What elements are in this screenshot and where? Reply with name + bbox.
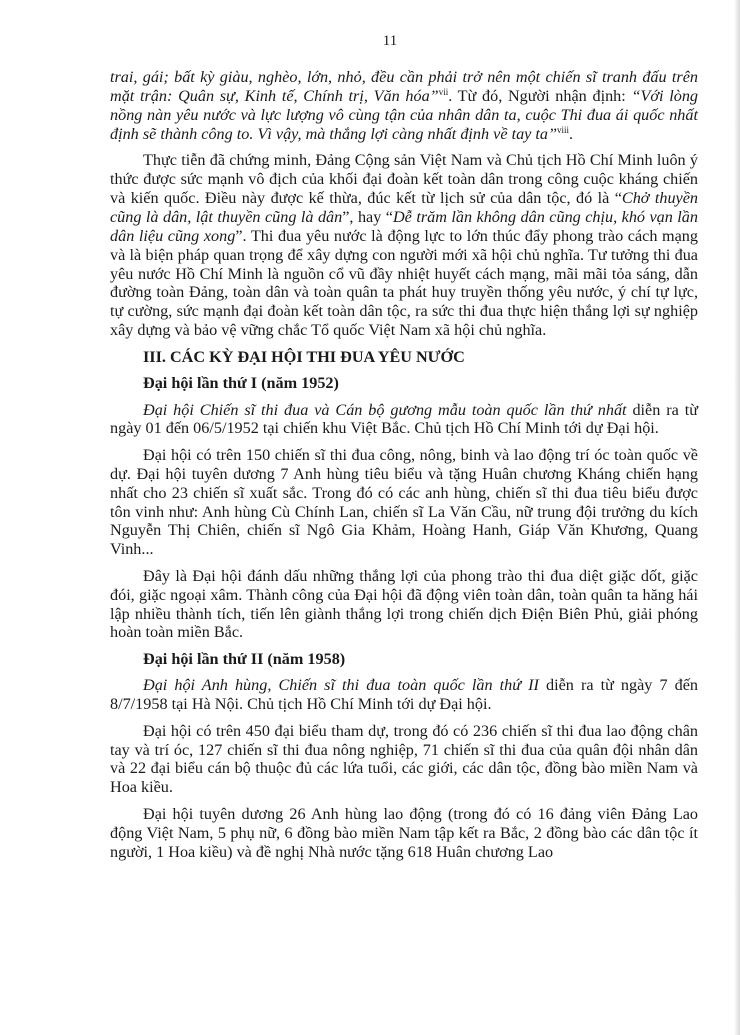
paragraph-congress-2 <box>110 676 698 714</box>
quote-text: trai, gái; bất kỳ giàu, nghèo, lớn, nhỏ, đều cần phải trở nên một chiến sĩ tranh đấu trên mặt trận: Quân sự, Kinh tế, Chính trị, Văn hóa” <box>110 68 698 105</box>
quote-text: “Với lòng nồng nàn yêu nước và lực lượng vô cùng tận của nhân dân ta, cuộc Thi đua ái quốc nhất định sẽ thành công to. Vì vậy, mà thắng lợi càng nhất định về tay ta” <box>110 86 699 143</box>
paragraph-text: . <box>569 124 574 143</box>
footnote-ref-vii: vii <box>438 86 449 97</box>
congress-name: Đại hội Chiến sĩ thi đua và Cán bộ gương mẫu toàn quốc lần thứ nhất <box>143 400 627 419</box>
page-number: 11 <box>382 33 398 49</box>
proverb-text: Chở thuyền cũng là dân, lật thuyền cũng là dân <box>110 188 698 226</box>
paragraph-text: diễn ra từ ngày 01 đến 06/5/1952 tại chiến khu Việt Bắc. Chủ tịch Hồ Chí Minh tới dự Đại hội. <box>110 400 698 438</box>
paragraph-text: ”, hay “ <box>342 207 393 226</box>
congress-name: Đại hội Anh hùng, Chiến sĩ thi đua toàn quốc lần thứ II <box>143 676 539 695</box>
paragraph-text: Thực tiễn đã chứng minh, Đảng Cộng sản Việt Nam và Chủ tịch Hồ Chí Minh luôn ý thức được sức mạnh vô địch của khối đại đoàn kết toàn dân trong công cuộc kháng chiến và kiến quốc. Điều này được kế thừa, đúc kết từ lịch sử của dân tộc, đó là “ <box>110 151 698 207</box>
paragraph-text: ”. Thi đua yêu nước là động lực to lớn thúc đẩy phong trào cách mạng và là biện pháp quan trọng để xây dựng con người mới xã hội chủ nghĩa. Tư tưởng thi đua yêu nước Hồ Chí Minh là nguồn cổ vũ đầy nhiệt huyết cách mạng, mãi mãi tỏa sáng, dẫn đường toàn Đảng, toàn dân và toàn quân ta phát huy truyền thống yêu nước, ý chí tự lực, tự cường, sức mạnh đại đoàn kết toàn dân tộc, ra sức thi đua thực hiện thắng lợi sự nghiệp xây dựng và bảo vệ vững chắc Tổ quốc Việt Nam xã hội chủ nghĩa. <box>110 226 698 340</box>
proverb-text: Dễ trăm lần không dân cũng chịu, khó vạn lần dân liệu cũng xong <box>110 207 698 245</box>
paragraph-participants-2: Đại hội có trên 450 đại biểu tham dự, trong đó có 236 chiến sĩ thi đua lao động chân tay và trí óc, 127 chiến sĩ thi đua nông nghiệp, 71 chiến sĩ thi đua của quân đội nhân dân và 22 đại biểu cán bộ thuộc đủ các lứa tuổi, các giới, các dân tộc, đồng bào miền Nam và Hoa kiều. <box>110 721 698 797</box>
paragraph-quote-continuation <box>110 68 698 144</box>
paragraph-text: . Từ đó, Người nhận định: <box>448 86 632 105</box>
paragraph-practice <box>110 151 698 340</box>
paragraph-text: diễn ra từ ngày 7 đến 8/7/1958 tại Hà Nội. Chủ tịch Hồ Chí Minh tới dự Đại hội. <box>110 676 698 714</box>
footnote-ref-viii: viii <box>557 124 570 135</box>
paragraph-honors-2: Đại hội tuyên dương 26 Anh hùng lao động (trong đó có 16 đảng viên Đảng Lao động Việt Nam, 5 phụ nữ, 6 đồng bào miền Nam tập kết ra Bắc, 2 đồng bào các dân tộc ít người, 1 Hoa kiều) và đề nghị Nhà nước tặng 618 Huân chương Lao <box>110 804 698 861</box>
subsection-heading-1952: Đại hội lần thứ I (năm 1952) <box>143 374 339 393</box>
page-edge-shadow <box>734 0 740 1035</box>
section-heading: III. CÁC KỲ ĐẠI HỘI THI ĐUA YÊU NƯỚC <box>143 347 465 366</box>
document-body <box>110 68 698 861</box>
subsection-heading-1958: Đại hội lần thứ II (năm 1958) <box>143 649 346 668</box>
paragraph-participants-1: Đại hội có trên 150 chiến sĩ thi đua công, nông, binh và lao động trí óc toàn quốc về dự. Đại hội tuyên dương 7 Anh hùng tiêu biểu và tặng Huân chương Kháng chiến hạng nhất cho 23 chiến sĩ xuất sắc. Trong đó có các anh hùng, chiến sĩ thi đua tiêu biểu được tôn vinh như: Anh hùng Cù Chính Lan, chiến sĩ La Văn Cầu, nữ trung đội trưởng du kích Nguyễn Thị Chiên, chiến sĩ Ngô Gia Khảm, Hoàng Hanh, Giáp Văn Khương, Quang Vinh... <box>110 445 698 559</box>
paragraph-congress-1 <box>110 401 698 439</box>
paragraph-significance-1: Đây là Đại hội đánh dấu những thắng lợi của phong trào thi đua diệt giặc dốt, giặc đói, giặc ngoại xâm. Thành công của Đại hội đã động viên toàn dân, toàn quân ta hăng hái lập nhiều thành tích, tiến lên giành thắng lợi trong chiến dịch Điện Biên Phủ, giải phóng hoàn toàn miền Bắc. <box>110 566 698 642</box>
